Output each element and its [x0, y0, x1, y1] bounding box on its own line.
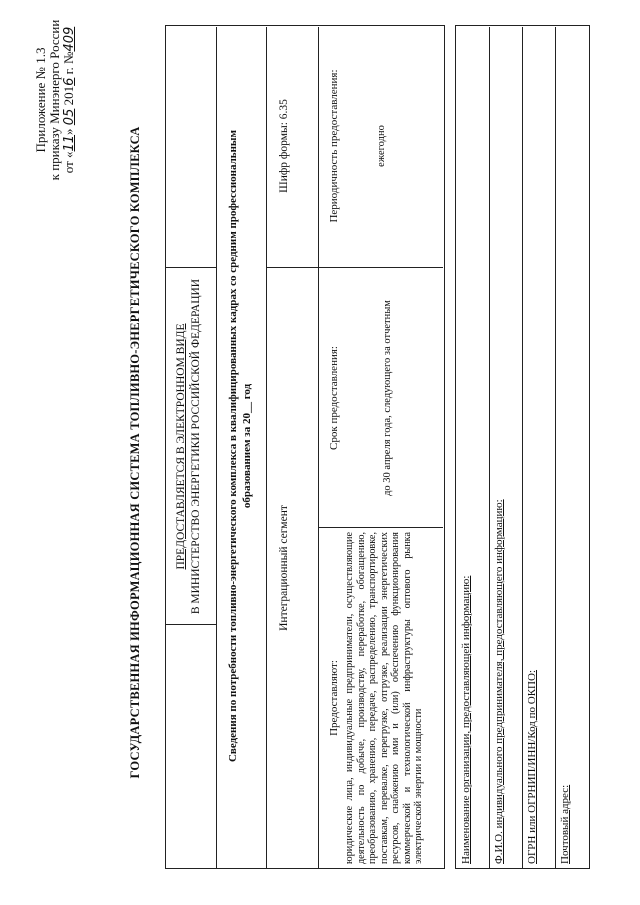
table-divider [266, 27, 267, 868]
table-divider [216, 27, 217, 868]
field-organization-name[interactable] [460, 576, 472, 864]
field-divider [489, 27, 490, 868]
header-who: Предоставляют: [328, 660, 340, 736]
date-year-digit: 6 [62, 77, 77, 86]
date-day: 11 [62, 134, 77, 152]
form-table [165, 25, 445, 869]
field-ogrn-label: ОГРН или ОГРНИП/ИНН/Код по ОКПО: [526, 669, 538, 864]
submission-line-1: ПРЕДОСТАВЛЯЕТСЯ В ЭЛЕКТРОННОМ ВИДЕ [175, 323, 187, 570]
date-month: 05 [62, 108, 77, 126]
info-title [226, 24, 254, 868]
term-description: до 30 апреля года, следующего за отчетным [382, 300, 393, 496]
field-ogrn-inn-okpo[interactable] [526, 670, 538, 864]
header-term: Срок предоставления: [328, 346, 340, 450]
field-divider [555, 27, 556, 868]
form-code: Шифр формы: 6.35 [278, 99, 290, 193]
date-prefix: от « [61, 151, 76, 174]
table-divider [266, 267, 443, 268]
field-entrepreneur-name[interactable] [493, 499, 505, 864]
reporter-fields [455, 25, 590, 869]
date-mid-1: » [61, 125, 76, 135]
period-description: ежегодно [376, 125, 387, 167]
appendix-block [34, 15, 77, 185]
appendix-line-1: Приложение № 1.3 [33, 47, 48, 153]
appendix-line-2: к приказу Минэнерго России [47, 19, 62, 181]
field-address-label: Почтовый адрес: [559, 784, 571, 864]
submission-notice [166, 268, 216, 625]
who-description: юридические лица, индивидуальные предприниматели, осуществляющие деятельность по добыче, производству, переработке, обогащению, преобразованию, хранению, передаче, распределению, транспортировке, поставкам, перевалке, перегрузке, отгрузке, реализации энергетических ресурсов, снабжению ими и (или) обеспечению функционирования коммерческой и технологической инфраструктуры оптового рынка электрической энергии и мощности [344, 532, 424, 864]
appendix-date-line [62, 15, 77, 185]
header-period: Периодичность предоставления: [328, 69, 340, 223]
date-mid-3: г. № [61, 51, 76, 78]
field-organization-label: Наименование организации, предоставляющей информацию: [460, 575, 472, 864]
integration-segment: Интеграционный сегмент [278, 505, 290, 631]
info-title-line-1: Сведения по потребности топливно-энергетического комплекса в квалифицированных кадрах со средним профессиональным [227, 129, 239, 763]
main-title: ГОСУДАРСТВЕННАЯ ИНФОРМАЦИОННАЯ СИСТЕМА ТОПЛИВНО-ЭНЕРГЕТИЧЕСКОГО КОМПЛЕКСА [128, 126, 142, 779]
date-mid-2: 201 [61, 85, 76, 109]
field-divider [522, 27, 523, 868]
field-entrepreneur-label: Ф.И.О. индивидуального предпринимателя, предоставляющего информацию: [493, 499, 505, 864]
table-divider [318, 27, 319, 868]
field-postal-address[interactable] [559, 785, 571, 864]
order-number: 409 [62, 26, 77, 52]
info-title-line-2: образованием за 20__ год [241, 383, 253, 509]
submission-line-2: В МИНИСТЕРСТВО ЭНЕРГЕТИКИ РОССИЙСКОЙ ФЕДЕРАЦИИ [190, 278, 202, 615]
